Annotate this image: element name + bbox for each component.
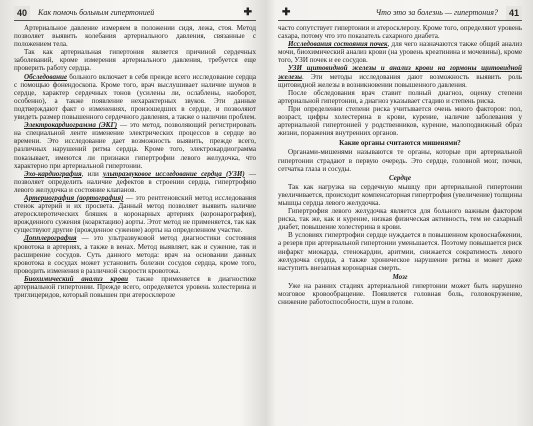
term: Обследование: [24, 72, 68, 81]
term: Электрокардиограмма (ЭКГ): [24, 121, 118, 130]
registration-mark-icon: ✚: [243, 7, 252, 18]
right-page-header: [278, 6, 522, 21]
subsection-heading: Мозг: [392, 272, 408, 281]
paragraph: Так как нагрузка на сердечную мышцу при артериальной гипертонии увеличивается, происходит компенсаторная гипертрофия (увеличение) толщины мышцы сердца левого желудочка.: [278, 182, 522, 207]
left-page: [10, 6, 258, 426]
paragraph: часто сопутствует гипертонии и атеросклерозу. Кроме того, определяют уровень сахара, потому что это показатель сахарного диабета.: [278, 24, 522, 41]
paragraph: Эхо-кардиография, или ультразвуковое исследование сердца (УЗИ) — позволяет определить наличие дефектов в строении сердца, гипертрофию левого желудочка и состояние клапанов.: [14, 169, 256, 194]
term: ультразвуковое исследование сердца (УЗИ): [102, 169, 245, 178]
registration-mark-icon: ✚: [282, 7, 291, 18]
paragraph: После обследования врач ставит полный диагноз, оценку степени артериальной гипертонии, а диагноз указывает стадию и степень риска.: [278, 88, 522, 105]
paragraph: Так как артериальная гипертония является причиной сердечных заболеваний, кроме измерения артериального давления, требуется еще проверить работу сердца.: [14, 48, 256, 73]
paragraph: Артериография (аортография) — это рентгеновский метод исследования стенок артерий и их просвета. Данный метод позволяет выявить наличие атеросклеротических бляшек в коронарных артериях (коронарография), врожденного сужения (коарктацию) аорты. Этот метод не применяется, так как существуют другие (врожденное сужение) аорты на определенном участке.: [14, 193, 256, 235]
paragraph: Электрокардиограмма (ЭКГ) — это метод, позволяющий регистрировать на специальной ленте изменение электрических процессов в сердце во времени. Это исследование дает возможность выявить, прежде всего, различных нарушений ритма сердца. Кроме того, электрокардиограмма показывает, имеются ли признаки гипертрофии левого желудочка, что характерно при артериальной гипертонии.: [14, 121, 256, 170]
paragraph: Биохимический анализ крови также применяется в диагностике артериальной гипертонии. Прежде всего, определяется уровень холестерина и триглицеридов, который повышен при атеросклерозе: [14, 274, 256, 300]
paragraph: Артериальное давление измеряем в положении сидя, лежа, стоя. Метод позволяет выявить колебания артериального давления, связанные с положением тела.: [14, 24, 256, 49]
paragraph: Обследование больного включает в себя прежде всего исследование сердца с помощью фонендоскопа. Кроме того, врач выслушивает наличие шумов в сердце, характер сердечных тонов (усилены ли, ослаблены, наоборот, особенно), а также появление нехарактерных звуков. Эти данные подтверждают факт о изменениях, произошедших в сердце, и позволяют увидеть размер повышенного сердечного давления, а также о наличии проблем.: [14, 72, 256, 122]
term: Биохимический анализ крови: [24, 274, 129, 283]
paragraph: УЗИ щитовидной железы и анализ крови на гормоны щитовидной железы. Эти методы исследования дают возможность выявить роль щитовидной железы в возникновении повышенного давления.: [278, 64, 522, 89]
page-number: 40: [14, 6, 30, 20]
right-page: [276, 6, 526, 426]
term: Артериография (аортография): [24, 193, 124, 202]
left-page-body: [14, 21, 256, 299]
term: УЗИ щитовидной железы и анализ крови на гормоны щитовидной железы: [278, 64, 522, 81]
paragraph: Допплерография — это ультразвуковой метод диагностики состояния кровотока в артериях, а также в венах. Метод выявляет, как и сужение, так и расширение сосудов. Суть данного метода: врач на основании данных кровотока в сосудах может установить болезни сосудов сердца, кроме того, проводить изменения в различной скорости кровотока.: [14, 234, 256, 275]
subsection-heading: Сердце: [389, 173, 411, 182]
running-title: Что это за болезнь — гипертония?: [375, 8, 498, 17]
term: Эхо-кардиография: [24, 169, 82, 178]
paragraph: Исследования состояния почек, для чего назначаются также общий анализ мочи, биохимический анализ крови (на уровень креатинина и мочевины), кроме того, УЗИ почек и ее сосудов.: [278, 40, 522, 65]
left-page-header: [14, 6, 256, 21]
term: Допплерография: [24, 234, 77, 243]
paragraph: В условиях гипертрофии сердце нуждается в повышенном кровоснабжении, а резерв при артериальной гипертонии уменьшается. Поэтому повышается риск инфаркт миокарда, стенокардии, аритмии, снижается сократимость левого желудочка сердца, а также хроническое нарушение ритма и может даже наступить внезапная коронарная смерть.: [278, 231, 522, 272]
term: Исследования состояния почек: [288, 40, 388, 49]
paragraph: Органами-мишенями называются те органы, которые при артериальной гипертонии страдают в первую очередь. Это сердце, головной мозг, почки, сетчатка глаза и сосуды.: [278, 148, 522, 173]
right-page-body: [278, 21, 522, 306]
paragraph: Уже на ранних стадиях артериальной гипертонии может быть нарушено мозговое кровообращение. Появляется головная боль, головокружение, снижение работоспособности, шум в голове.: [278, 281, 522, 307]
section-heading: Какие органы считаются мишенями?: [339, 139, 461, 148]
paragraph: Гипертрофия левого желудочка является для больного важным фактором риска, так же, как и курение, низкая физическая активность, тем не сахарный диабет, повышение холестерина в крови.: [278, 207, 522, 232]
running-title: Как помочь больным гипертонией: [38, 8, 155, 17]
paragraph: При определении степени риска учитывается очень много факторов: пол, возраст, цифры холестерина в крови, курение, наличие заболевания у артериальной гипертонией у родственников, курение, малоподвижный образ жизни, поражения внутренних органов.: [278, 104, 522, 138]
page-number: 41: [506, 6, 522, 20]
